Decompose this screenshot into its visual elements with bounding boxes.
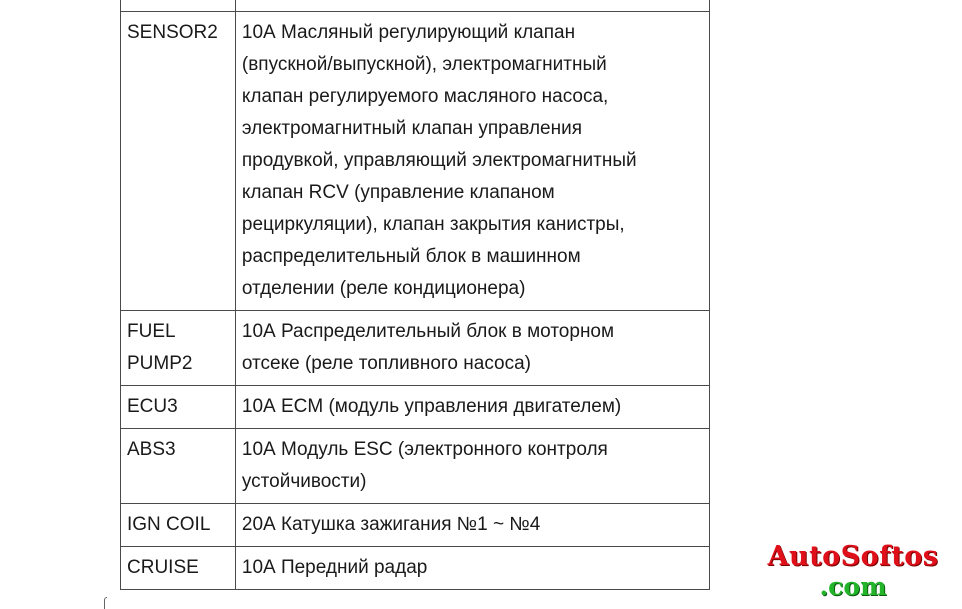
watermark-domain: .com bbox=[819, 572, 887, 601]
fuse-desc-cell bbox=[235, 504, 709, 547]
table-row bbox=[121, 504, 710, 547]
table-row bbox=[121, 547, 710, 590]
fuse-name-cell bbox=[121, 429, 236, 504]
fuse-name: SENSOR2 bbox=[127, 22, 218, 43]
table-row bbox=[121, 311, 710, 386]
table-row bbox=[121, 12, 710, 311]
fuse-name-cell bbox=[121, 0, 236, 12]
fuse-description: 20А Катушка зажигания №1 ~ №4 bbox=[241, 514, 541, 535]
fuse-name: CRUISE bbox=[127, 557, 199, 578]
table-row bbox=[121, 0, 710, 12]
fuse-name-cell bbox=[121, 547, 236, 590]
page-edge-mark bbox=[104, 597, 107, 609]
fuse-name-cell bbox=[121, 311, 236, 386]
site-watermark bbox=[758, 542, 948, 602]
fuse-name-cell bbox=[121, 386, 236, 429]
fuse-desc-cell bbox=[235, 12, 709, 311]
fuse-name: IGN COIL bbox=[127, 514, 211, 535]
table-row bbox=[121, 386, 710, 429]
fuse-description: 10А ECM (модуль управления двигателем) bbox=[241, 396, 622, 417]
fuse-name-cell bbox=[121, 504, 236, 547]
fuse-name: FUEL PUMP2 bbox=[127, 321, 193, 374]
fuse-desc-cell bbox=[235, 386, 709, 429]
fuse-description: 10А Передний радар bbox=[241, 557, 428, 578]
table-row bbox=[121, 429, 710, 504]
fuse-name: ECU3 bbox=[127, 396, 178, 417]
fuse-description: 10А Модуль ESC (электронного контроля устойчивости) bbox=[241, 439, 608, 492]
fuse-desc-cell bbox=[235, 311, 709, 386]
fuse-description: 10А Масляный регулирующий клапан (впускной/выпускной), электромагнитный клапан регулируемого масляного насоса, электромагнитный клапан управления продувкой, управляющий электромагнитный клапан RCV (управление клапаном рециркуляции), клапан закрытия канистры, распределительный блок в машинном отделении (реле кондиционера) bbox=[241, 22, 637, 299]
fuse-name: ABS3 bbox=[127, 439, 176, 460]
watermark-brand: AutoSoftos bbox=[767, 541, 939, 572]
fuse-desc-cell bbox=[235, 547, 709, 590]
fuse-name-cell bbox=[121, 12, 236, 311]
fuse-description: 10А Распределительный блок в моторном отсеке (реле топливного насоса) bbox=[241, 321, 615, 374]
fuse-table bbox=[120, 0, 710, 590]
fuse-desc-cell bbox=[235, 0, 709, 12]
fuse-desc-cell bbox=[235, 429, 709, 504]
